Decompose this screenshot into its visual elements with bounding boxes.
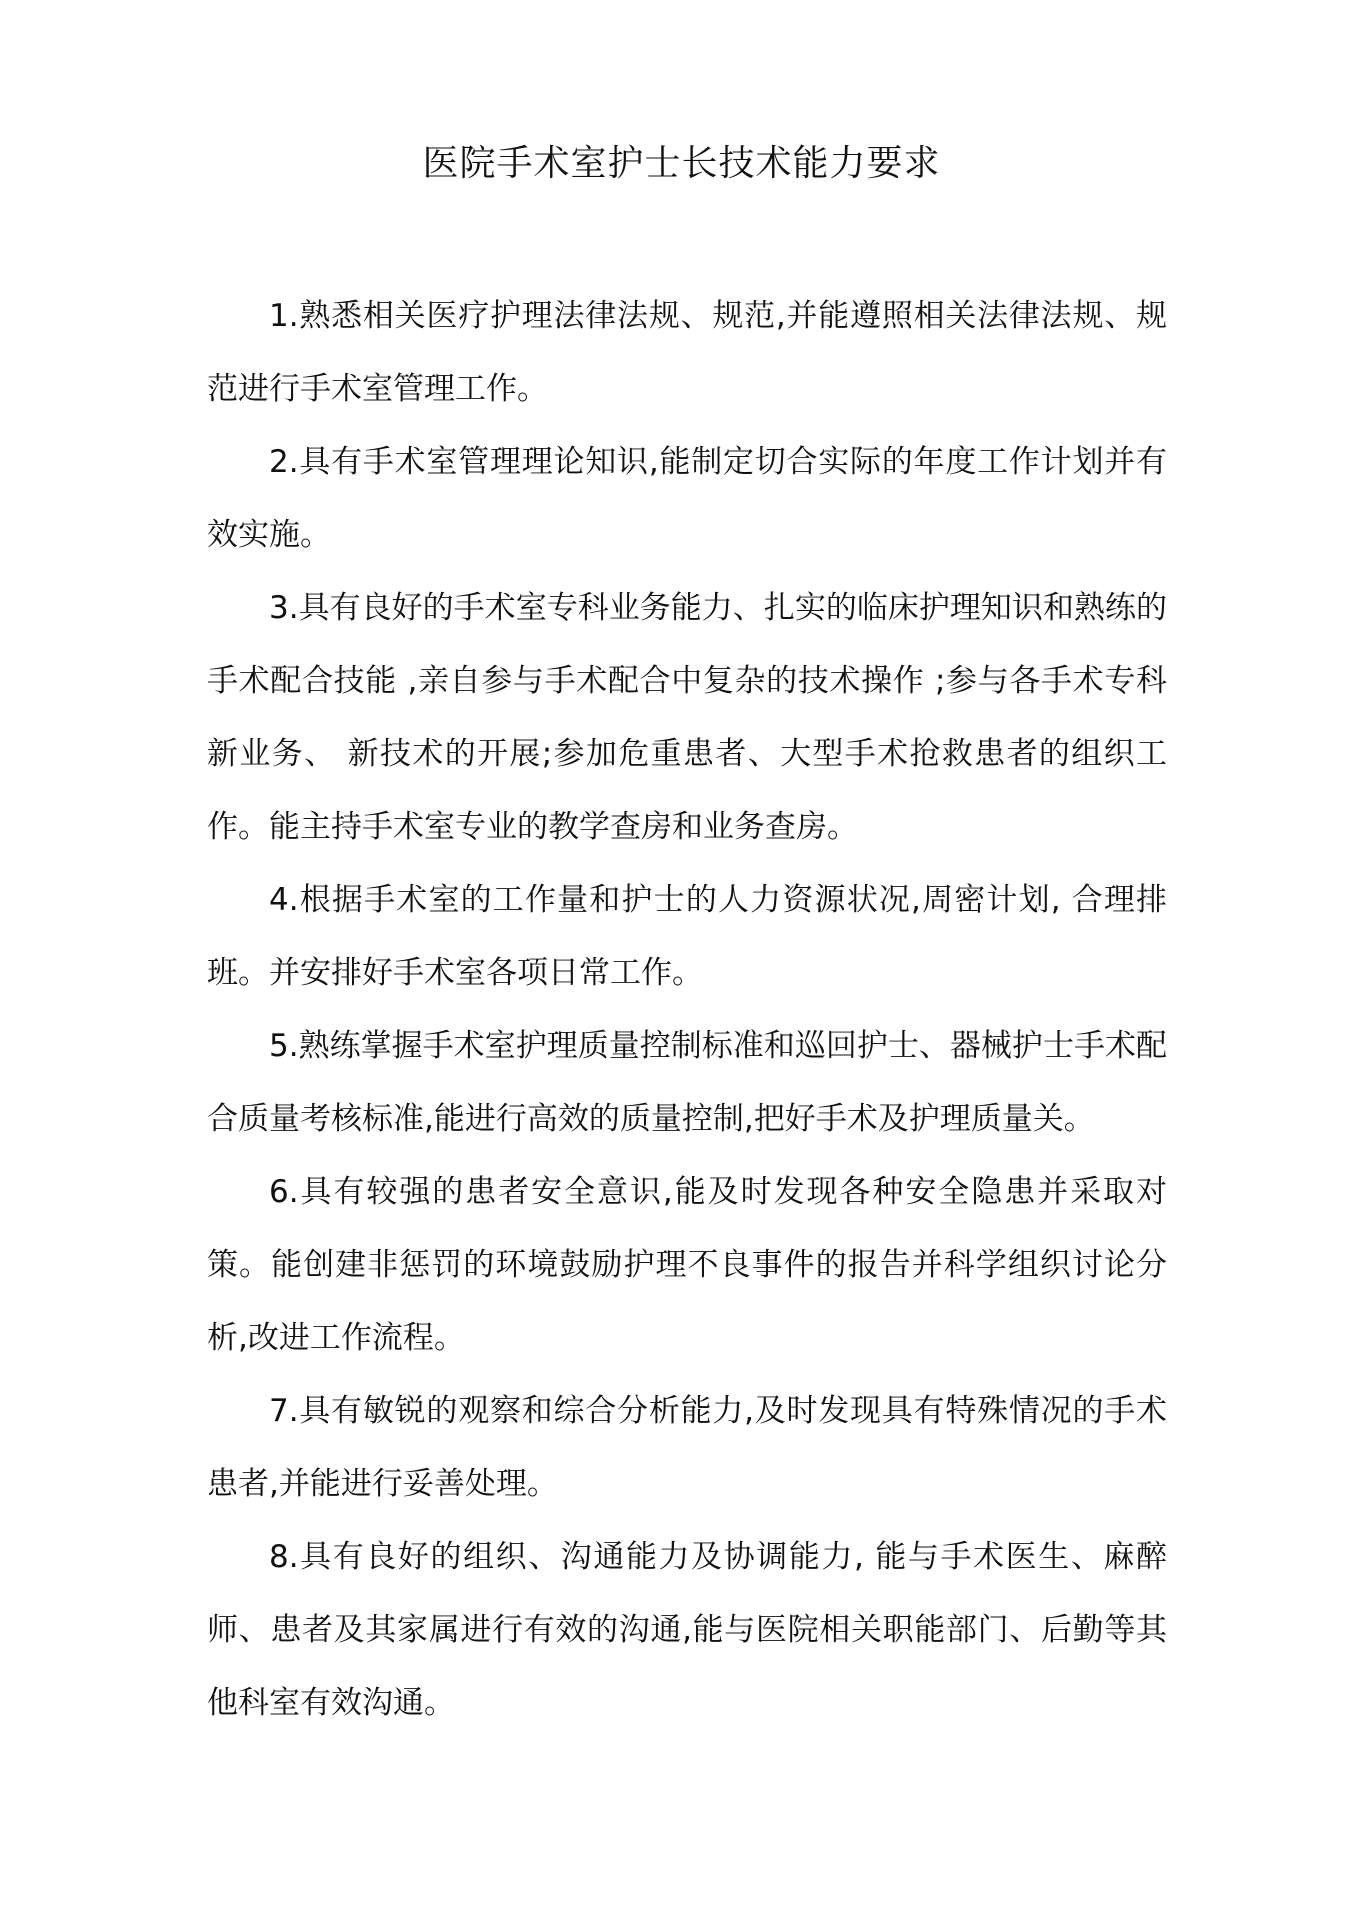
requirement-item-2: 2.具有手术室管理理论知识,能制定切合实际的年度工作计划并有效实施。 (207, 444, 1167, 553)
requirement-item-1: 1.熟悉相关医疗护理法律法规、规范,并能遵照相关法律法规、规范进行手术室管理工作。 (207, 298, 1167, 407)
requirement-item-8: 8.具有良好的组织、沟通能力及协调能力, 能与手术医生、麻醉师、患者及其家属进行有效的沟通,能与医院相关职能部门、后勤等其他科室有效沟通。 (207, 1539, 1167, 1721)
requirement-item-5: 5.熟练掌握手术室护理质量控制标准和巡回护士、器械护士手术配合质量考核标准,能进行高效的质量控制,把好手术及护理质量关。 (207, 1028, 1167, 1137)
requirement-item-3: 3.具有良好的手术室专科业务能力、扎实的临床护理知识和熟练的手术配合技能 ,亲自参与手术配合中复杂的技术操作 ;参与各手术专科新业务、 新技术的开展;参加危重患者、大型手术抢救患者的组织工作。能主持手术室专业的教学查房和业务查房。 (207, 590, 1167, 845)
requirement-item-6: 6.具有较强的患者安全意识,能及时发现各种安全隐患并采取对策。能创建非惩罚的环境鼓励护理不良事件的报告并科学组织讨论分析,改进工作流程。 (207, 1174, 1167, 1356)
document-body (207, 280, 1167, 1740)
requirement-item-4: 4.根据手术室的工作量和护士的人力资源状况,周密计划, 合理排班。并安排好手术室各项日常工作。 (207, 882, 1167, 991)
requirement-item-7: 7.具有敏锐的观察和综合分析能力,及时发现具有特殊情况的手术患者,并能进行妥善处理。 (207, 1393, 1167, 1502)
document-title: 医院手术室护士长技术能力要求 (422, 143, 941, 184)
